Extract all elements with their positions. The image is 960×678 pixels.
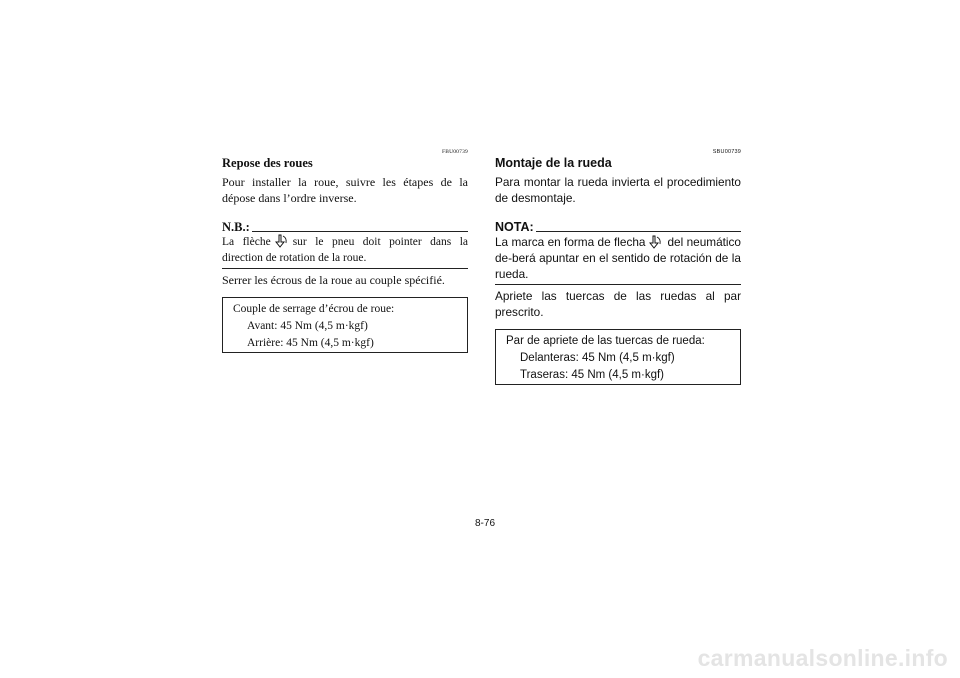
spec-title: Par de apriete de las tuercas de rueda:: [506, 335, 705, 347]
instruction-paragraph: Apriete las tuercas de las ruedas al par prescrito.: [495, 289, 741, 319]
note-text-after: sur le pneu doit pointer dans la direction de rotation de la roue.: [222, 236, 468, 264]
note-header: [222, 220, 468, 234]
spanish-column: [495, 148, 741, 385]
instruction-paragraph: Serrer les écrous de la roue au couple spécifié.: [222, 273, 445, 287]
intro-paragraph: Para montar la rueda invierta el procedimiento de desmontaje.: [495, 175, 741, 205]
rotation-arrow-icon: [275, 234, 289, 248]
note-rule: [252, 231, 468, 232]
rotation-arrow-icon: [649, 235, 663, 249]
note-title: NOTA:: [495, 220, 534, 234]
watermark: carmanualsonline.info: [697, 645, 948, 671]
spec-rear: Traseras: 45 Nm (4,5 m·kgf): [520, 369, 664, 381]
section-heading: Montaje de la rueda: [495, 156, 612, 170]
note-text-before: La flèche: [222, 236, 271, 248]
note-text-before: La marca en forma de flecha: [495, 235, 646, 249]
note-rule: [536, 231, 741, 232]
note-end-rule: [222, 268, 468, 269]
note-text-after: del neumático de-berá apuntar en el sentido de rotación de la rueda.: [495, 235, 741, 281]
spec-rear: Arrière: 45 Nm (4,5 m·kgf): [247, 337, 374, 349]
section-code: FBU00739: [441, 149, 468, 155]
note-title: N.B.:: [222, 220, 250, 234]
section-code: SBU00739: [712, 149, 741, 155]
note-body: [222, 234, 468, 266]
spec-title: Couple de serrage d’écrou de roue:: [233, 303, 395, 315]
spec-box: [495, 329, 741, 385]
page-number: 8-76: [474, 518, 495, 529]
spec-box: [222, 297, 468, 353]
spec-front: Avant: 45 Nm (4,5 m·kgf): [247, 320, 368, 332]
section-heading: Repose des roues: [222, 156, 313, 170]
note-end-rule: [495, 284, 741, 285]
french-column: [222, 148, 468, 353]
spec-front: Delanteras: 45 Nm (4,5 m·kgf): [520, 352, 675, 364]
note-header: [495, 220, 741, 234]
note-body: [495, 234, 741, 282]
intro-paragraph: Pour installer la roue, suivre les étapes de la dépose dans l’ordre inverse.: [222, 175, 468, 205]
